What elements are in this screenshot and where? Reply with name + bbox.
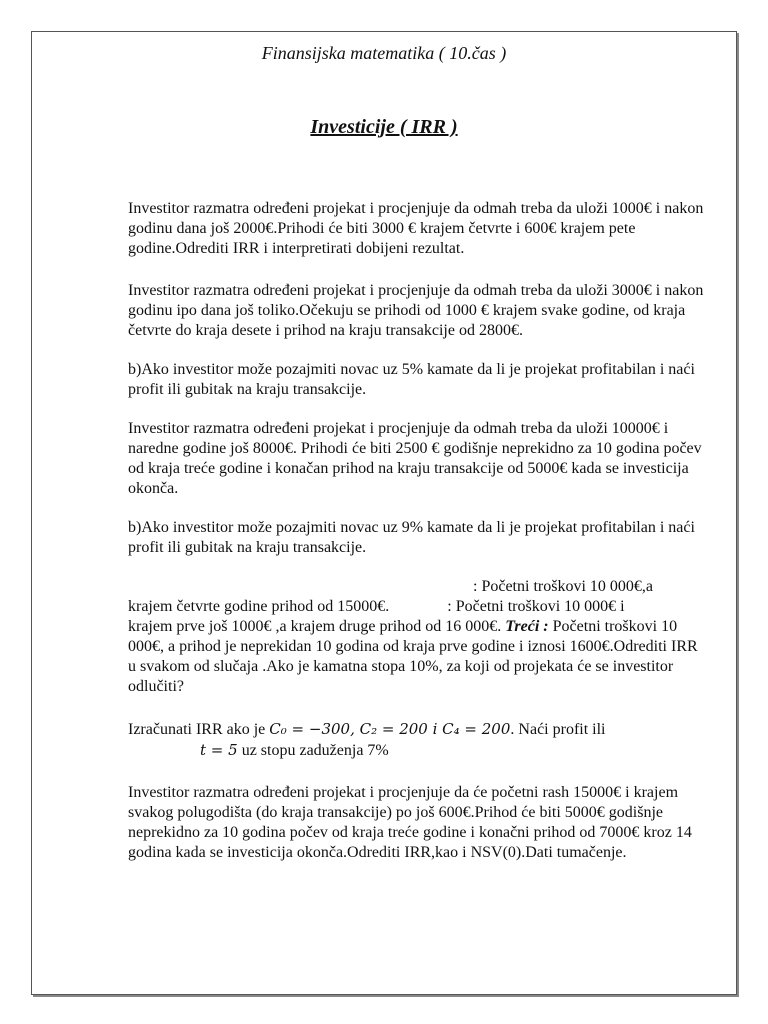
page-title: Investicije ( IRR ) [310, 116, 458, 138]
problem-4-line3b: Početni troškovi 10 000€, a prihod je neprekidan 10 godina od kraja prve godine i iznosi 1600€.Odrediti IRR u svakom od slučaja .Ako je kamatna stopa 10%, za koji od projekata će se investitor odlučiti? [128, 618, 698, 695]
problem-5 [128, 719, 708, 761]
problem-5-math: C₀ = −300, C₂ = 200 i C₄ = 200 [269, 720, 511, 738]
problem-5-post: . Naći profit ili [510, 721, 606, 738]
problem-5-line2-math: t = 5 [200, 741, 238, 759]
problem-4-line1: : Početni troškovi 10 000€,a [473, 578, 653, 595]
problem-2b: b)Ako investitor može pozajmiti novac uz 5% kamate da li je projekat profitabilan i naći profit ili gubitak na kraju transakcije. [128, 361, 695, 398]
problem-4-line2b: : Početni troškovi 10 000€ i [447, 598, 625, 615]
problem-4-line3a: krajem prve još 1000€ ,a krajem druge prihod od 16 000€. [128, 618, 506, 635]
problem-2: Investitor razmatra određeni projekat i procjenjuje da odmah treba da uloži 3000€ i nakon godinu ipo dana još toliko.Očekuju se prihodi od 1000 € krajem svake godine, od kraja četvrte do kraja desete i prihod na kraju transakcije od 2800€. [128, 282, 704, 339]
problem-4-bold: Treći : [505, 618, 549, 635]
problem-5-pre: Izračunati IRR ako je [128, 721, 270, 738]
problem-3: Investitor razmatra određeni projekat i procjenjuje da odmah treba da uloži 10000€ i naredne godine još 8000€. Prihodi će biti 2500 € godišnje neprekidno za 10 godina počev od kraja treće godine i konačan prihod na kraju transakcije od 5000€ kada se investicija okonča. [128, 420, 702, 497]
page-header: Finansijska matematika ( 10.čas ) [261, 43, 507, 63]
problem-4-line2a: krajem četvrte godine prihod od 15000€. [128, 598, 390, 615]
document-body [128, 199, 708, 863]
problem-3b: b)Ako investitor može pozajmiti novac uz 9% kamate da li je projekat profitabilan i naći profit ili gubitak na kraju transakcije. [128, 519, 695, 556]
problem-5-line2: uz stopu zaduženja 7% [237, 742, 389, 759]
problem-6: Investitor razmatra određeni projekat i procjenjuje da će početni rash 15000€ i krajem svakog polugodišta (do kraja transakcije) po još 600€.Prihod će biti 5000€ godišnje neprekidno za 10 godina počev od kraja treće godine i konačni prihod od 7000€ kroz 14 godina kada se investicija okonča.Odrediti IRR,kao i NSV(0).Dati tumačenje. [128, 784, 692, 861]
problem-1: Investitor razmatra određeni projekat i procjenjuje da odmah treba da uloži 1000€ i nakon godinu dana još 2000€.Prihodi će biti 3000 € krajem četvrte i 600€ krajem pete godine.Odrediti IRR i interpretirati dobijeni rezultat. [128, 200, 704, 257]
problem-4 [128, 577, 708, 697]
